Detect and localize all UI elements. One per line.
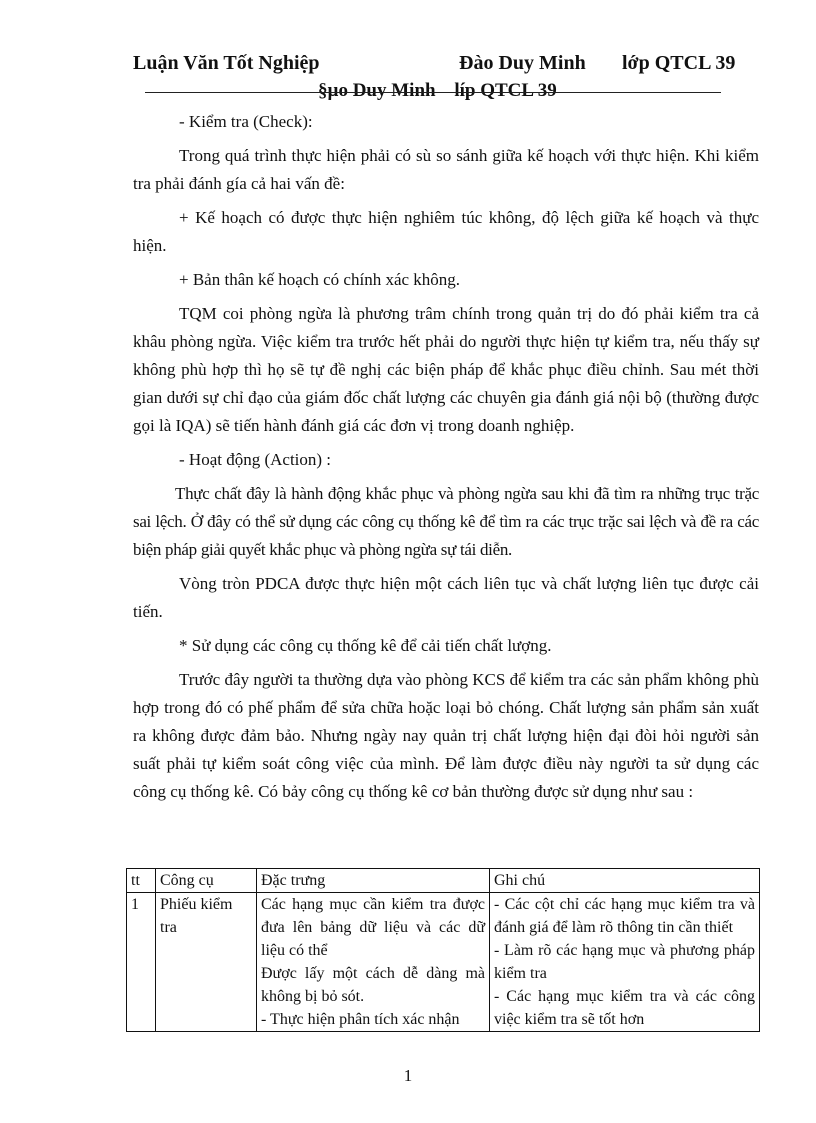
tools-table [126, 868, 760, 1032]
cell-notes [490, 893, 760, 1032]
header-ghost-class: líp QTCL 39 [454, 80, 557, 101]
document-body [133, 108, 759, 812]
paragraph-action-heading: - Hoạt động (Action) : [179, 450, 332, 469]
cell-tt: 1 [127, 893, 156, 1032]
note-line: - Các cột chỉ các hạng mục kiểm tra và đánh giá để làm rõ thông tin cần thiết [494, 896, 755, 936]
header-title: Luận Văn Tốt Nghiệp [133, 52, 320, 74]
header-tt: tt [127, 869, 156, 893]
paragraph-pdca: Vòng tròn PDCA được thực hiện một cách liên tục và chất lượng liên tục được cải tiến. [133, 574, 759, 621]
paragraph-check-heading: - Kiểm tra (Check): [179, 112, 313, 131]
header-features: Đặc trưng [257, 869, 490, 893]
header-class: lớp QTCL 39 [622, 52, 736, 74]
table-header-row [127, 869, 760, 893]
header-tool: Công cụ [156, 869, 257, 893]
cell-tool: Phiếu kiểm tra [156, 893, 257, 1032]
header-ghost-text [318, 80, 571, 102]
header-ghost-author: §µo Duy Minh [318, 80, 436, 101]
paragraph-action-body: Thực chất đây là hành động khắc phục và phòng ngừa sau khi đã tìm ra những trục trặc sai lệch. Ở đây có thể sử dụng các công cụ thống kê để tìm ra các trục trặc sai lệch và đề ra các biện pháp giải quyết khắc phục và phòng ngừa sự tái diễn. [133, 484, 759, 559]
paragraph-tqm: TQM coi phòng ngừa là phương trâm chính trong quản trị do đó phải kiểm tra cả khâu phòng ngừa. Việc kiểm tra trước hết phải do người thực hiện tự kiểm tra, nếu thấy sự không phù hợp thì họ sẽ tự đề nghị các biện pháp để khắc phục điều chỉnh. Sau mét thời gian dưới sự chỉ đạo của giám đốc chất lượng các chuyên gia đánh giá nội bộ (thường được gọi là IQA) sẽ tiến hành đánh giá các đơn vị trong doanh nghiệp. [133, 304, 759, 435]
cell-features [257, 893, 490, 1032]
paragraph-check-plan: + Kế hoạch có được thực hiện nghiêm túc không, độ lệch giữa kế hoạch và thực hiện. [133, 208, 759, 255]
feature-line: Được lấy một cách dễ dàng mà không bị bỏ sót. [261, 965, 485, 1005]
header-author: Đào Duy Minh [459, 52, 586, 74]
paragraph-check-accuracy: + Bản thân kế hoạch có chính xác không. [179, 270, 461, 289]
note-line: - Các hạng mục kiểm tra và các công việc kiểm tra sẽ tốt hơn [494, 988, 755, 1028]
feature-line: - Thực hiện phân tích xác nhận [261, 1011, 460, 1028]
paragraph-check-intro: Trong quá trình thực hiện phải có sù so sánh giữa kế hoạch với thực hiện. Khi kiểm tra phải đánh gía cả hai vấn đề: [133, 146, 759, 193]
header-notes: Ghi chú [490, 869, 760, 893]
page-number: 1 [403, 1066, 413, 1085]
feature-line: Các hạng mục cần kiểm tra được đưa lên bảng dữ liệu và các dữ liệu có thể [261, 896, 485, 959]
header-divider [145, 92, 721, 93]
table-row [127, 893, 760, 1032]
page-header [133, 52, 748, 78]
note-line: - Làm rõ các hạng mục và phương pháp kiểm tra [494, 942, 755, 982]
paragraph-tools-heading: * Sử dụng các công cụ thống kê để cải tiến chất lượng. [179, 636, 552, 655]
paragraph-tools-body: Trước đây người ta thường dựa vào phòng KCS để kiểm tra các sản phẩm không phù hợp trong đó có phế phẩm để sửa chữa hoặc loại bỏ chóng. Chất lượng sản phẩm sản xuất ra không được đảm bảo. Nhưng ngày nay quản trị chất lượng hiện đại đòi hỏi người sản suất phải tự kiểm soát công việc của mình. Để làm được điều này người ta sử dụng các công cụ thống kê. Có bảy công cụ thống kê cơ bản thường được sử dụng như sau : [133, 670, 759, 801]
